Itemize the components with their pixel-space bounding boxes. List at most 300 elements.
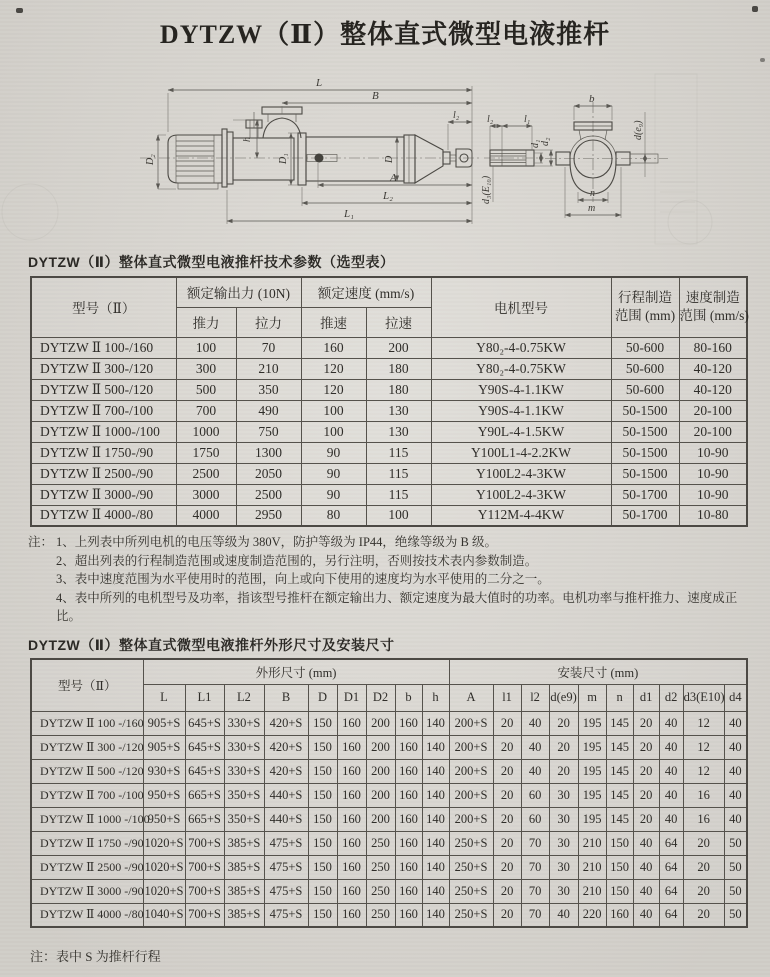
value-cell: 195 xyxy=(578,807,606,831)
value-cell: 40 xyxy=(724,711,747,735)
value-cell: 20-100 xyxy=(679,400,747,421)
value-cell: Y90S-4-1.1KW xyxy=(431,400,611,421)
value-cell: 100 xyxy=(366,505,431,526)
value-cell: 20 xyxy=(493,735,521,759)
value-cell: 250 xyxy=(366,855,395,879)
value-cell: 20 xyxy=(493,711,521,735)
value-cell: 150 xyxy=(606,879,633,903)
value-cell: 64 xyxy=(659,903,683,927)
col-header: n xyxy=(606,684,633,711)
value-cell: 2500 xyxy=(236,484,301,505)
model-cell: DYTZW Ⅱ 1750-/90 xyxy=(31,442,176,463)
detail-label-l2: l₂ xyxy=(487,114,494,125)
value-cell: 665+S xyxy=(185,783,224,807)
table-row xyxy=(31,879,747,903)
value-cell: 750 xyxy=(236,421,301,442)
value-cell: 180 xyxy=(366,358,431,379)
value-cell: 40-120 xyxy=(679,358,747,379)
value-cell: 20 xyxy=(633,759,659,783)
value-cell: 50-1500 xyxy=(611,400,679,421)
detail-label-d1: d₁ xyxy=(530,139,541,148)
value-cell: 50 xyxy=(724,831,747,855)
value-cell: 160 xyxy=(395,903,422,927)
value-cell: 440+S xyxy=(264,783,308,807)
value-cell: 40 xyxy=(724,783,747,807)
value-cell: 140 xyxy=(422,759,449,783)
col-header: A xyxy=(449,684,493,711)
value-cell: 160 xyxy=(395,831,422,855)
table-row xyxy=(31,759,747,783)
table-row xyxy=(31,855,747,879)
notes-block xyxy=(28,533,762,626)
model-cell: DYTZW Ⅱ 700-/100 xyxy=(31,400,176,421)
value-cell: 200 xyxy=(366,711,395,735)
value-cell: 160 xyxy=(337,879,366,903)
value-cell: Y90L-4-1.5KW xyxy=(431,421,611,442)
value-cell: 1020+S xyxy=(143,879,185,903)
model-cell: DYTZW Ⅱ 300 -/120 xyxy=(31,735,143,759)
speed-range-line1: 速度制造 xyxy=(685,290,740,306)
value-cell: 70 xyxy=(521,831,549,855)
dim-label-h: h xyxy=(242,137,253,142)
value-cell: 12 xyxy=(683,711,724,735)
value-cell: 90 xyxy=(301,442,366,463)
value-cell: 120 xyxy=(301,379,366,400)
dim-label-D: D xyxy=(384,155,395,163)
value-cell: 20 xyxy=(493,759,521,783)
col-header: h xyxy=(422,684,449,711)
value-cell: 160 xyxy=(337,903,366,927)
value-cell: 160 xyxy=(395,783,422,807)
dim-label-D2: D₂ xyxy=(145,154,156,165)
value-cell: 20 xyxy=(493,831,521,855)
value-cell: 200+S xyxy=(449,711,493,735)
value-cell: 1300 xyxy=(236,442,301,463)
value-cell: 300 xyxy=(176,358,236,379)
col-header: L xyxy=(143,684,185,711)
value-cell: 330+S xyxy=(224,711,264,735)
value-cell: 1040+S xyxy=(143,903,185,927)
model-cell: DYTZW Ⅱ 700 -/100 xyxy=(31,783,143,807)
value-cell: 140 xyxy=(422,807,449,831)
value-cell: 64 xyxy=(659,831,683,855)
value-cell: 2950 xyxy=(236,505,301,526)
dim-label-de9: d(e₉) xyxy=(633,120,644,140)
value-cell: 385+S xyxy=(224,855,264,879)
value-cell: 70 xyxy=(521,855,549,879)
value-cell: 130 xyxy=(366,400,431,421)
table-row xyxy=(31,783,747,807)
value-cell: 160 xyxy=(337,855,366,879)
value-cell: 180 xyxy=(366,379,431,400)
col-header: d1 xyxy=(633,684,659,711)
value-cell: 950+S xyxy=(143,807,185,831)
value-cell: 160 xyxy=(337,735,366,759)
value-cell: 50-1700 xyxy=(611,505,679,526)
model-cell: DYTZW Ⅱ 4000 -/80 xyxy=(31,903,143,927)
value-cell: 30 xyxy=(549,855,578,879)
value-cell: 40 xyxy=(659,735,683,759)
value-cell: 250+S xyxy=(449,903,493,927)
model-cell: DYTZW Ⅱ 4000-/80 xyxy=(31,505,176,526)
value-cell: 250 xyxy=(366,879,395,903)
value-cell: 40 xyxy=(633,855,659,879)
value-cell: 160 xyxy=(337,759,366,783)
value-cell: 385+S xyxy=(224,903,264,927)
model-cell: DYTZW Ⅱ 100-/160 xyxy=(31,337,176,358)
table-row xyxy=(31,735,747,759)
dim-label-L: L xyxy=(316,77,323,89)
value-cell: 3000 xyxy=(176,484,236,505)
value-cell: 160 xyxy=(395,879,422,903)
footer-note: 注：表中 S 为推杆行程 xyxy=(30,949,161,964)
value-cell: 50 xyxy=(724,903,747,927)
value-cell: 20 xyxy=(549,759,578,783)
value-cell: 150 xyxy=(308,711,337,735)
value-cell: 115 xyxy=(366,442,431,463)
value-cell: 145 xyxy=(606,735,633,759)
value-cell: 150 xyxy=(308,831,337,855)
value-cell: 20 xyxy=(683,855,724,879)
value-cell: 64 xyxy=(659,879,683,903)
detail-label-d3: d₃(E₁₀) xyxy=(481,175,492,204)
dim-label-D1: D₁ xyxy=(278,153,289,164)
note-line: 3、表中速度范围为水平使用时的范围，向上或向下使用的速度均为水平使用的二分之一。 xyxy=(56,572,550,586)
value-cell: 665+S xyxy=(185,807,224,831)
stroke-range-line1: 行程制造 xyxy=(618,290,672,306)
value-cell: 160 xyxy=(337,807,366,831)
value-cell: 160 xyxy=(395,759,422,783)
value-cell: 100 xyxy=(301,421,366,442)
value-cell: 100 xyxy=(176,337,236,358)
value-cell: 160 xyxy=(337,831,366,855)
model-cell: DYTZW Ⅱ 100 -/160 xyxy=(31,711,143,735)
value-cell: 150 xyxy=(308,759,337,783)
value-cell: 210 xyxy=(578,879,606,903)
value-cell: Y80₂-4-0.75KW xyxy=(431,358,611,379)
tech-params-table xyxy=(30,276,748,527)
value-cell: 20 xyxy=(549,735,578,759)
note-line: 1、上列表中所列电机的电压等级为 380V，防护等级为 IP44，绝缘等级为 B 级。 xyxy=(56,535,497,549)
value-cell: 70 xyxy=(521,879,549,903)
col-header: 拉力 xyxy=(236,307,301,337)
table-row xyxy=(31,711,747,735)
value-cell: 40 xyxy=(724,759,747,783)
table-row xyxy=(31,484,747,505)
value-cell: 475+S xyxy=(264,903,308,927)
value-cell: 150 xyxy=(308,879,337,903)
value-cell: 200+S xyxy=(449,783,493,807)
model-cell: DYTZW Ⅱ 1750 -/90 xyxy=(31,831,143,855)
value-cell: 200+S xyxy=(449,807,493,831)
value-cell: 440+S xyxy=(264,807,308,831)
col-header: d2 xyxy=(659,684,683,711)
value-cell: 150 xyxy=(308,735,337,759)
value-cell: 145 xyxy=(606,783,633,807)
value-cell: 50-600 xyxy=(611,379,679,400)
table-row xyxy=(31,807,747,831)
value-cell: 20 xyxy=(493,879,521,903)
value-cell: 250+S xyxy=(449,879,493,903)
col-header-speed-range xyxy=(679,277,747,337)
table-row xyxy=(31,831,747,855)
value-cell: 70 xyxy=(236,337,301,358)
value-cell: 10-90 xyxy=(679,463,747,484)
value-cell: 420+S xyxy=(264,759,308,783)
value-cell: 20 xyxy=(493,807,521,831)
model-cell: DYTZW Ⅱ 300-/120 xyxy=(31,358,176,379)
col-header: B xyxy=(264,684,308,711)
col-header: d3(E10) xyxy=(683,684,724,711)
value-cell: 120 xyxy=(301,358,366,379)
col-header-stroke-range xyxy=(611,277,679,337)
value-cell: 150 xyxy=(308,903,337,927)
notes-list xyxy=(56,533,762,626)
col-header: L2 xyxy=(224,684,264,711)
value-cell: 195 xyxy=(578,783,606,807)
col-header-force-group: 额定输出力 (10N) xyxy=(176,277,301,307)
scan-artifact xyxy=(752,6,758,12)
model-cell: DYTZW Ⅱ 1000-/100 xyxy=(31,421,176,442)
note-line: 4、表中所列的电机型号及功率，指该型号推杆在额定输出力、额定速度为最大值时的功率。电机功率与推杆推力、速度成正比。 xyxy=(56,590,738,623)
value-cell: 1020+S xyxy=(143,855,185,879)
table-row xyxy=(31,442,747,463)
technical-drawing xyxy=(0,62,770,260)
value-cell: 20 xyxy=(493,783,521,807)
col-header: D xyxy=(308,684,337,711)
value-cell: 645+S xyxy=(185,735,224,759)
value-cell: 210 xyxy=(578,855,606,879)
dim-label-B: B xyxy=(372,90,379,102)
col-header: 拉速 xyxy=(366,307,431,337)
value-cell: 1000 xyxy=(176,421,236,442)
value-cell: 200 xyxy=(366,735,395,759)
value-cell: Y80₂-4-0.75KW xyxy=(431,337,611,358)
value-cell: 385+S xyxy=(224,831,264,855)
value-cell: 150 xyxy=(308,783,337,807)
dim-label-n: n xyxy=(590,188,595,199)
dim-label-m: m xyxy=(588,203,596,214)
col-header: L1 xyxy=(185,684,224,711)
value-cell: 40 xyxy=(633,903,659,927)
detail-label-l1: l₁ xyxy=(524,114,531,125)
value-cell: 60 xyxy=(521,807,549,831)
value-cell: 10-90 xyxy=(679,484,747,505)
value-cell: Y100L2-4-3KW xyxy=(431,463,611,484)
value-cell: 950+S xyxy=(143,783,185,807)
value-cell: 50 xyxy=(724,879,747,903)
value-cell: 200 xyxy=(366,337,431,358)
note-line: 2、超出列表的行程制造范围或速度制造范围的，另行注明，否则按技术表内参数制造。 xyxy=(56,553,538,568)
value-cell: 30 xyxy=(549,831,578,855)
value-cell: 350 xyxy=(236,379,301,400)
value-cell: 160 xyxy=(301,337,366,358)
value-cell: 50-1500 xyxy=(611,463,679,484)
dim-table-body xyxy=(31,711,747,927)
value-cell: 210 xyxy=(236,358,301,379)
table-row xyxy=(31,358,747,379)
detail-label-d2: d₂ xyxy=(540,137,551,146)
value-cell: 20 xyxy=(549,711,578,735)
value-cell: Y90S-4-1.1KW xyxy=(431,379,611,400)
value-cell: 40 xyxy=(633,831,659,855)
dim-table-head xyxy=(31,659,747,711)
col-header-install-group: 安装尺寸 (mm) xyxy=(449,659,747,684)
table-row xyxy=(31,463,747,484)
value-cell: 40 xyxy=(521,711,549,735)
value-cell: 150 xyxy=(606,831,633,855)
value-cell: 645+S xyxy=(185,711,224,735)
value-cell: 20 xyxy=(683,879,724,903)
value-cell: 30 xyxy=(549,783,578,807)
value-cell: 50-600 xyxy=(611,337,679,358)
value-cell: 160 xyxy=(395,807,422,831)
value-cell: 140 xyxy=(422,879,449,903)
col-header-outline-group: 外形尺寸 (mm) xyxy=(143,659,449,684)
value-cell: 60 xyxy=(521,783,549,807)
value-cell: 64 xyxy=(659,855,683,879)
value-cell: 140 xyxy=(422,735,449,759)
value-cell: 200+S xyxy=(449,735,493,759)
value-cell: 40 xyxy=(521,735,549,759)
model-cell: DYTZW Ⅱ 1000 -/100 xyxy=(31,807,143,831)
pin-knob xyxy=(315,154,324,163)
value-cell: 20 xyxy=(493,855,521,879)
value-cell: 420+S xyxy=(264,711,308,735)
value-cell: 700+S xyxy=(185,855,224,879)
value-cell: 20 xyxy=(683,831,724,855)
col-header: l2 xyxy=(521,684,549,711)
value-cell: 80 xyxy=(301,505,366,526)
dimensions-table xyxy=(30,658,748,928)
model-cell: DYTZW Ⅱ 3000-/90 xyxy=(31,484,176,505)
value-cell: 30 xyxy=(549,807,578,831)
dim-label-l2: l₂ xyxy=(453,110,460,121)
value-cell: 2500 xyxy=(176,463,236,484)
value-cell: 1020+S xyxy=(143,831,185,855)
col-header: D2 xyxy=(366,684,395,711)
value-cell: 160 xyxy=(337,783,366,807)
col-header-motor: 电机型号 xyxy=(431,277,611,337)
value-cell: 250+S xyxy=(449,831,493,855)
value-cell: 40 xyxy=(549,903,578,927)
value-cell: 20-100 xyxy=(679,421,747,442)
value-cell: 330+S xyxy=(224,735,264,759)
value-cell: 145 xyxy=(606,711,633,735)
value-cell: 140 xyxy=(422,903,449,927)
value-cell: 195 xyxy=(578,711,606,735)
scan-artifact xyxy=(16,8,23,13)
model-cell: DYTZW Ⅱ 500-/120 xyxy=(31,379,176,400)
value-cell: 1750 xyxy=(176,442,236,463)
value-cell: 500 xyxy=(176,379,236,400)
value-cell: 700+S xyxy=(185,903,224,927)
model-cell: DYTZW Ⅱ 3000 -/90 xyxy=(31,879,143,903)
value-cell: 220 xyxy=(578,903,606,927)
drawing-svg xyxy=(0,62,770,260)
tech-table-head xyxy=(31,277,747,337)
value-cell: 20 xyxy=(633,807,659,831)
col-header-model: 型号（Ⅱ） xyxy=(31,659,143,711)
dim-label-b: b xyxy=(589,93,595,105)
col-header-model: 型号（Ⅱ） xyxy=(31,277,176,337)
table-row xyxy=(31,505,747,526)
dim-label-A: A xyxy=(390,172,397,184)
value-cell: 50-1500 xyxy=(611,421,679,442)
value-cell: 250 xyxy=(366,831,395,855)
value-cell: 130 xyxy=(366,421,431,442)
value-cell: 150 xyxy=(606,855,633,879)
value-cell: 50-1700 xyxy=(611,484,679,505)
value-cell: 145 xyxy=(606,759,633,783)
value-cell: 330+S xyxy=(224,759,264,783)
value-cell: 70 xyxy=(521,903,549,927)
value-cell: 90 xyxy=(301,484,366,505)
value-cell: 700+S xyxy=(185,831,224,855)
value-cell: 905+S xyxy=(143,735,185,759)
value-cell: 160 xyxy=(395,855,422,879)
main-side-view xyxy=(140,107,482,189)
value-cell: 50-1500 xyxy=(611,442,679,463)
value-cell: 80-160 xyxy=(679,337,747,358)
value-cell: 475+S xyxy=(264,831,308,855)
value-cell: 20 xyxy=(633,783,659,807)
value-cell: 250 xyxy=(366,903,395,927)
main-dimensions xyxy=(145,77,472,224)
value-cell: 40 xyxy=(659,783,683,807)
value-cell: 700+S xyxy=(185,879,224,903)
value-cell: 350+S xyxy=(224,807,264,831)
stroke-range-line2: 范围 (mm) xyxy=(614,308,676,324)
value-cell: 150 xyxy=(308,855,337,879)
value-cell: 30 xyxy=(549,879,578,903)
col-header: d(e9) xyxy=(549,684,578,711)
col-header: 推速 xyxy=(301,307,366,337)
end-view-detail xyxy=(545,93,668,218)
value-cell: 200 xyxy=(366,783,395,807)
value-cell: 145 xyxy=(606,807,633,831)
value-cell: 140 xyxy=(422,783,449,807)
value-cell: 12 xyxy=(683,735,724,759)
col-header: b xyxy=(395,684,422,711)
dim-label-L2: L₂ xyxy=(383,190,393,202)
value-cell: 4000 xyxy=(176,505,236,526)
col-header-speed-group: 额定速度 (mm/s) xyxy=(301,277,431,307)
col-header: D1 xyxy=(337,684,366,711)
notes-label: 注： xyxy=(28,535,54,549)
value-cell: 40 xyxy=(659,711,683,735)
dim-table-caption: DYTZW（Ⅱ）整体直式微型电液推杆外形尺寸及安装尺寸 xyxy=(28,637,395,653)
value-cell: 100 xyxy=(301,400,366,421)
value-cell: 140 xyxy=(422,831,449,855)
value-cell: Y100L2-4-3KW xyxy=(431,484,611,505)
value-cell: 50 xyxy=(724,855,747,879)
value-cell: 16 xyxy=(683,783,724,807)
value-cell: 2050 xyxy=(236,463,301,484)
value-cell: 195 xyxy=(578,735,606,759)
speed-range-line2: 范围 (mm/s) xyxy=(679,308,749,324)
value-cell: 250+S xyxy=(449,855,493,879)
value-cell: 40 xyxy=(521,759,549,783)
value-cell: 475+S xyxy=(264,855,308,879)
value-cell: 20 xyxy=(633,735,659,759)
value-cell: 140 xyxy=(422,711,449,735)
model-cell: DYTZW Ⅱ 500 -/120 xyxy=(31,759,143,783)
model-cell: DYTZW Ⅱ 2500 -/90 xyxy=(31,855,143,879)
value-cell: 40 xyxy=(724,807,747,831)
table-row xyxy=(31,337,747,358)
value-cell: 200 xyxy=(366,759,395,783)
